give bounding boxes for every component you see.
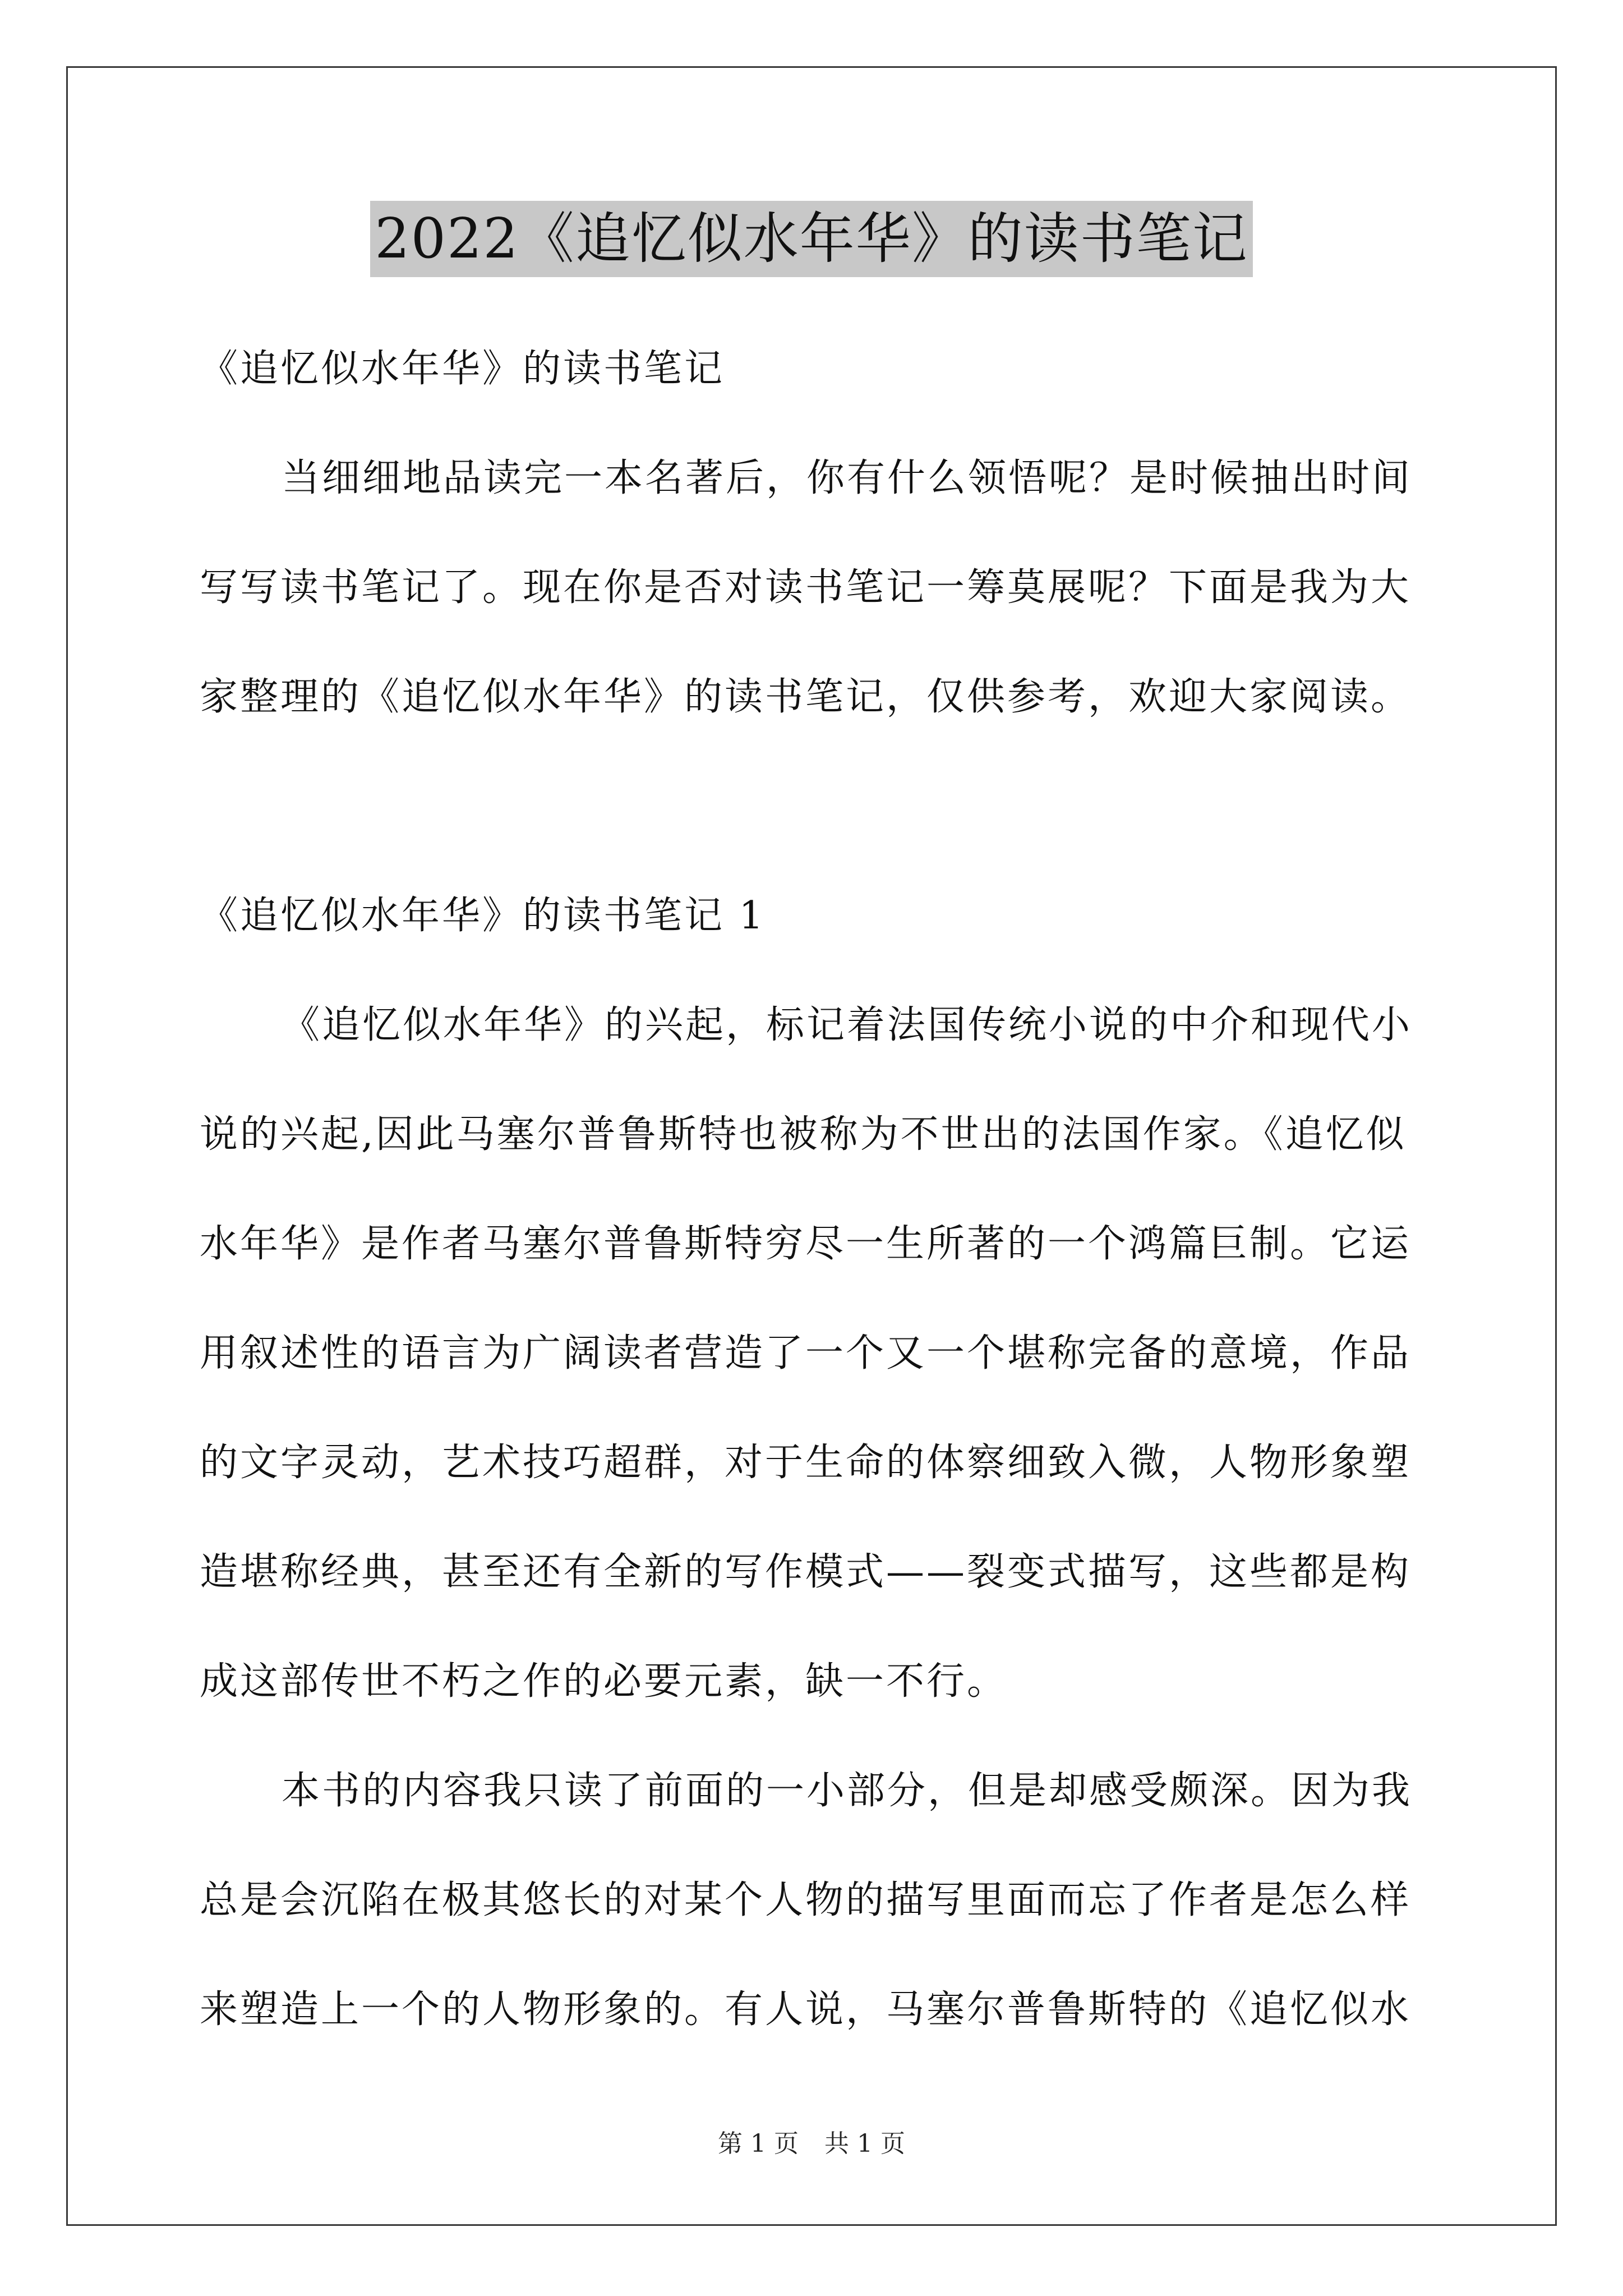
paragraph-line: 水年华》是作者马塞尔普鲁斯特穷尽一生所著的一个鸿篇巨制。它运 bbox=[200, 1222, 1412, 1266]
document-subtitle: 《追忆似水年华》的读书笔记 bbox=[200, 347, 725, 391]
paragraph-line: 说的兴起,因此马塞尔普鲁斯特也被称为不世出的法国作家。《追忆似 bbox=[200, 1112, 1407, 1157]
intro-line: 家整理的《追忆似水年华》的读书笔记，仅供参考，欢迎大家阅读。 bbox=[200, 675, 1412, 719]
paragraph-line: 用叙述性的语言为广阔读者营造了一个又一个堪称完备的意境，作品 bbox=[200, 1331, 1412, 1375]
paragraph-line: 来塑造上一个的人物形象的。有人说，马塞尔普鲁斯特的《追忆似水 bbox=[200, 1987, 1412, 2032]
title-container bbox=[0, 201, 1623, 277]
paragraph-line: 总是会沉陷在极其悠长的对某个人物的描写里面而忘了作者是怎么样 bbox=[200, 1878, 1412, 1922]
paragraph-line: 的文字灵动，艺术技巧超群，对于生命的体察细致入微，人物形象塑 bbox=[200, 1441, 1412, 1485]
page-total: 共 1 页 bbox=[824, 2129, 905, 2158]
body-paragraph-1 bbox=[200, 970, 1433, 1736]
body-paragraph-2 bbox=[200, 1736, 1433, 2064]
paragraph-line: 造堪称经典，甚至还有全新的写作模式——裂变式描写，这些都是构 bbox=[200, 1550, 1412, 1594]
document-body bbox=[200, 314, 1433, 2064]
document-title: 2022《追忆似水年华》的读书笔记 bbox=[370, 201, 1252, 277]
section-heading: 《追忆似水年华》的读书笔记 1 bbox=[200, 894, 766, 938]
paragraph-line: 《追忆似水年华》的兴起，标记着法国传统小说的中介和现代小 bbox=[282, 1003, 1413, 1047]
intro-paragraph bbox=[200, 424, 1433, 752]
paragraph-line: 成这部传世不朽之作的必要元素，缺一不行。 bbox=[200, 1659, 1008, 1704]
page-number: 第 1 页 bbox=[718, 2129, 799, 2158]
page-footer bbox=[0, 2127, 1623, 2161]
section-spacer bbox=[200, 752, 1433, 861]
paragraph-line: 本书的内容我只读了前面的一小部分，但是却感受颇深。因为我 bbox=[282, 1769, 1413, 1813]
intro-line: 当细细地品读完一本名著后，你有什么领悟呢？是时候抽出时间 bbox=[282, 456, 1413, 500]
intro-line: 写写读书笔记了。现在你是否对读书笔记一筹莫展呢？下面是我为大 bbox=[200, 565, 1412, 610]
